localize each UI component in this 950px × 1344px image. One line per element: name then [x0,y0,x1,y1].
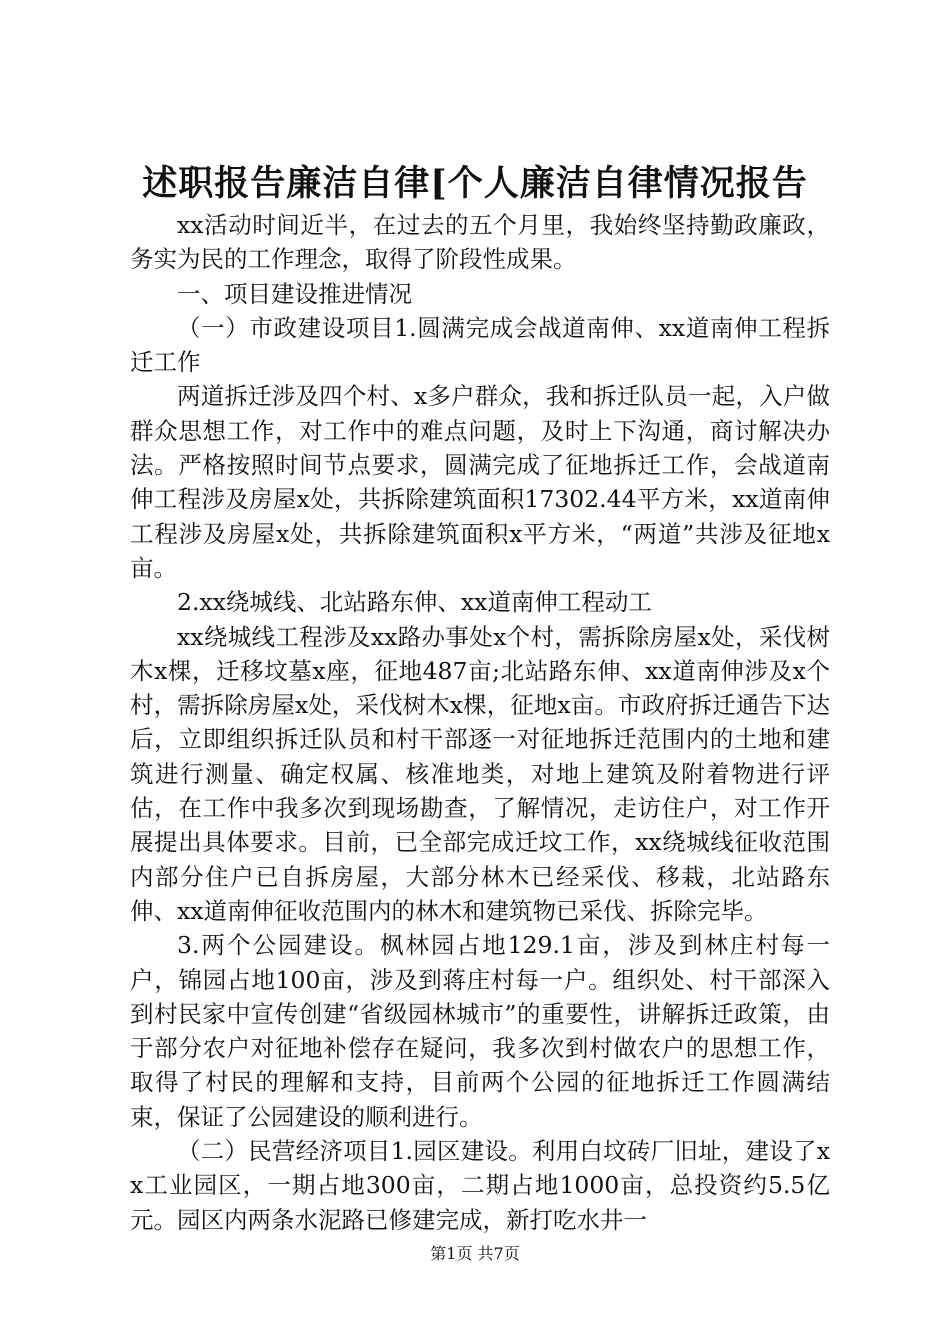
paragraph-intro: xx活动时间近半，在过去的五个月里，我始终坚持勤政廉政，务实为民的工作理念，取得了阶段性成果。 [130,211,830,274]
subsection-heading-municipal: （一）市政建设项目1.圆满完成会战道南伸、xx道南伸工程拆迁工作 [130,313,830,377]
paragraph-demolition: 两道拆迁涉及四个村、x多户群众，我和拆迁队员一起，入户做群众思想工作，对工作中的难点问题，及时上下沟通，商讨解决办法。严格按照时间节点要求，圆满完成了征地拆迁工作，会战道南伸工程涉及房屋x处，共拆除建筑面积17302.44平方米，xx道南伸工程涉及房屋x处，共拆除建筑面积x平方米，“两道”共涉及征地x亩。 [130,382,830,582]
document-body [130,208,830,1237]
section-heading-1: 一、项目建设推进情况 [177,279,412,308]
document-title: 述职报告廉洁自律[个人廉洁自律情况报告 [142,163,808,204]
subsection-heading-ring-road: 2.xx绕城线、北站路东伸、xx道南伸工程动工 [177,588,652,617]
paragraph-parks: 3.两个公园建设。枫林园占地129.1亩，涉及到林庄村每一户，锦园占地100亩，涉及到蒋庄村每一户。组织处、村干部深入到村民家中宣传创建“省级园林城市”的重要性，讲解拆迁政策，由于部分农户对征地补偿存在疑问，我多次到村做农户的思想工作，取得了村民的理解和支持，目前两个公园的征地拆迁工作圆满结束，保证了公园建设的顺利进行。 [130,931,830,1131]
paragraph-ring-road: xx绕城线工程涉及xx路办事处x个村，需拆除房屋x处，采伐树木x棵，迁移坟墓x座，征地487亩;北站路东伸、xx道南伸涉及x个村，需拆除房屋x处，采伐树木x棵，征地x亩。市政府拆迁通告下达后，立即组织拆迁队员和村干部逐一对征地拆迁范围内的土地和建筑进行测量、确定权属、核准地类，对地上建筑及附着物进行评估，在工作中我多次到现场勘查，了解情况，走访住户，对工作开展提出具体要求。目前，已全部完成迁坟工作，xx绕城线征收范围内部分住户已自拆房屋，大部分林木已经采伐、移栽，北站路东伸、xx道南伸征收范围内的林木和建筑物已采伐、拆除完毕。 [130,622,830,925]
paragraph-private-economy: （二）民营经济项目1.园区建设。利用白坟砖厂旧址，建设了xx工业园区，一期占地300亩，二期占地1000亩，总投资约5.5亿元。园区内两条水泥路已修建完成，新打吃水井一 [130,1137,830,1234]
page-footer: 第1页 共7页 [430,1244,520,1263]
